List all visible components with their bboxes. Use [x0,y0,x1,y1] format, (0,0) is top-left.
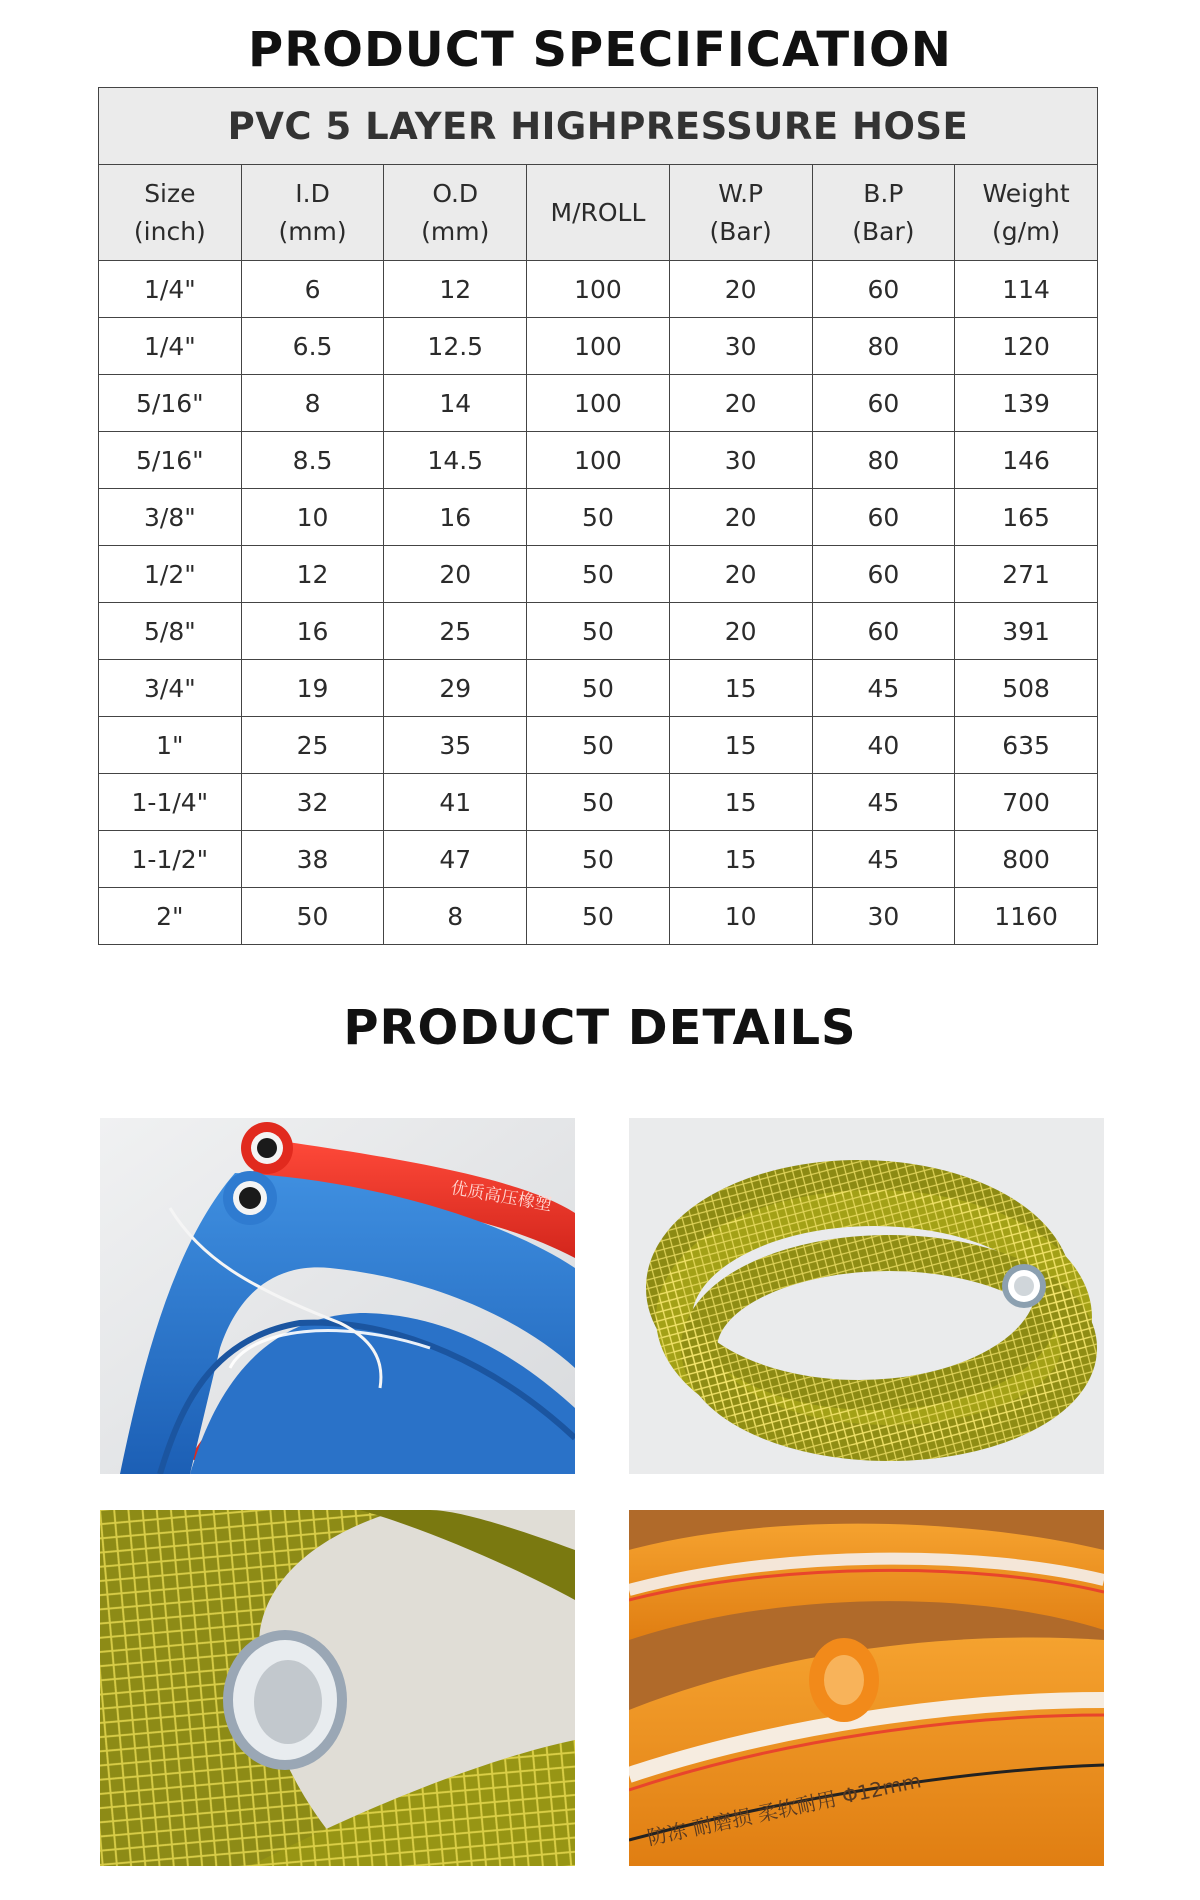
cell-id: 12 [241,546,384,603]
cell-m-roll: 50 [527,489,670,546]
header-weight: Weight (g/m) [955,165,1098,261]
hose-print-text: 优质高压橡塑 [449,1178,554,1216]
table-row [99,432,1098,489]
cell-weight: 391 [955,603,1098,660]
table-row [99,375,1098,432]
cell-m-roll: 50 [527,603,670,660]
cell-bp: 40 [812,717,955,774]
table-row [99,603,1098,660]
cell-m-roll: 50 [527,831,670,888]
cell-m-roll: 100 [527,432,670,489]
cell-size: 5/16" [99,432,242,489]
cell-size: 1-1/4" [99,774,242,831]
header-bp: B.P (Bar) [812,165,955,261]
cell-id: 19 [241,660,384,717]
cell-weight: 146 [955,432,1098,489]
cell-size: 1-1/2" [99,831,242,888]
cell-size: 1/4" [99,318,242,375]
cell-m-roll: 50 [527,546,670,603]
cell-weight: 635 [955,717,1098,774]
cell-bp: 60 [812,261,955,318]
cell-id: 25 [241,717,384,774]
cell-weight: 271 [955,546,1098,603]
cell-id: 38 [241,831,384,888]
table-row [99,546,1098,603]
cell-weight: 139 [955,375,1098,432]
cell-id: 50 [241,888,384,945]
cell-bp: 45 [812,660,955,717]
cell-bp: 80 [812,318,955,375]
cell-m-roll: 100 [527,261,670,318]
cell-od: 25 [384,603,527,660]
table-row [99,489,1098,546]
cell-size: 1/4" [99,261,242,318]
table-row [99,717,1098,774]
cell-m-roll: 100 [527,318,670,375]
cell-bp: 60 [812,375,955,432]
cell-od: 47 [384,831,527,888]
table-row [99,888,1098,945]
cell-wp: 15 [669,717,812,774]
cell-od: 14.5 [384,432,527,489]
cell-weight: 1160 [955,888,1098,945]
cell-od: 20 [384,546,527,603]
hose-print-text: 防冻 耐磨损 柔软耐用 Φ12mm [645,1768,924,1850]
cell-size: 5/8" [99,603,242,660]
cell-wp: 20 [669,489,812,546]
cell-id: 32 [241,774,384,831]
cell-od: 14 [384,375,527,432]
cell-od: 29 [384,660,527,717]
cell-weight: 165 [955,489,1098,546]
cell-size: 1/2" [99,546,242,603]
cell-od: 35 [384,717,527,774]
cell-weight: 508 [955,660,1098,717]
details-title: PRODUCT DETAILS [343,1000,857,1056]
cell-id: 8.5 [241,432,384,489]
cell-m-roll: 50 [527,774,670,831]
header-size: Size (inch) [99,165,242,261]
table-row [99,261,1098,318]
cell-wp: 20 [669,375,812,432]
cell-m-roll: 50 [527,717,670,774]
cell-size: 2" [99,888,242,945]
cell-bp: 60 [812,603,955,660]
table-row [99,318,1098,375]
cell-weight: 120 [955,318,1098,375]
cell-wp: 15 [669,831,812,888]
cell-wp: 10 [669,888,812,945]
cell-bp: 30 [812,888,955,945]
cell-weight: 700 [955,774,1098,831]
cell-size: 3/4" [99,660,242,717]
orange-spray-hose-photo [629,1510,1104,1866]
cell-wp: 15 [669,774,812,831]
cell-size: 5/16" [99,375,242,432]
cell-m-roll: 100 [527,375,670,432]
cell-od: 12.5 [384,318,527,375]
cell-wp: 20 [669,261,812,318]
cell-id: 16 [241,603,384,660]
header-m-roll: M/ROLL [527,165,670,261]
cell-id: 6 [241,261,384,318]
cell-id: 6.5 [241,318,384,375]
cell-od: 41 [384,774,527,831]
header-wp: W.P (Bar) [669,165,812,261]
cell-size: 3/8" [99,489,242,546]
cell-od: 16 [384,489,527,546]
cell-bp: 60 [812,546,955,603]
cell-m-roll: 50 [527,660,670,717]
cell-weight: 800 [955,831,1098,888]
cell-weight: 114 [955,261,1098,318]
cell-wp: 20 [669,546,812,603]
spec-table [98,87,1098,945]
header-id: I.D (mm) [241,165,384,261]
cell-wp: 20 [669,603,812,660]
cell-size: 1" [99,717,242,774]
cell-wp: 30 [669,432,812,489]
cell-bp: 80 [812,432,955,489]
yellow-braided-hose-closeup-photo [100,1510,575,1866]
spec-title: PRODUCT SPECIFICATION [248,22,952,78]
cell-od: 12 [384,261,527,318]
cell-bp: 45 [812,831,955,888]
cell-bp: 60 [812,489,955,546]
table-row [99,774,1098,831]
red-blue-twin-hose-photo [100,1118,575,1474]
table-row [99,660,1098,717]
cell-m-roll: 50 [527,888,670,945]
table-header-row [99,165,1098,261]
cell-id: 10 [241,489,384,546]
cell-od: 8 [384,888,527,945]
cell-wp: 15 [669,660,812,717]
cell-id: 8 [241,375,384,432]
header-od: O.D (mm) [384,165,527,261]
cell-bp: 45 [812,774,955,831]
table-row [99,831,1098,888]
table-caption: PVC 5 LAYER HIGHPRESSURE HOSE [99,88,1098,165]
cell-wp: 30 [669,318,812,375]
yellow-braided-hose-coil-photo [629,1118,1104,1474]
